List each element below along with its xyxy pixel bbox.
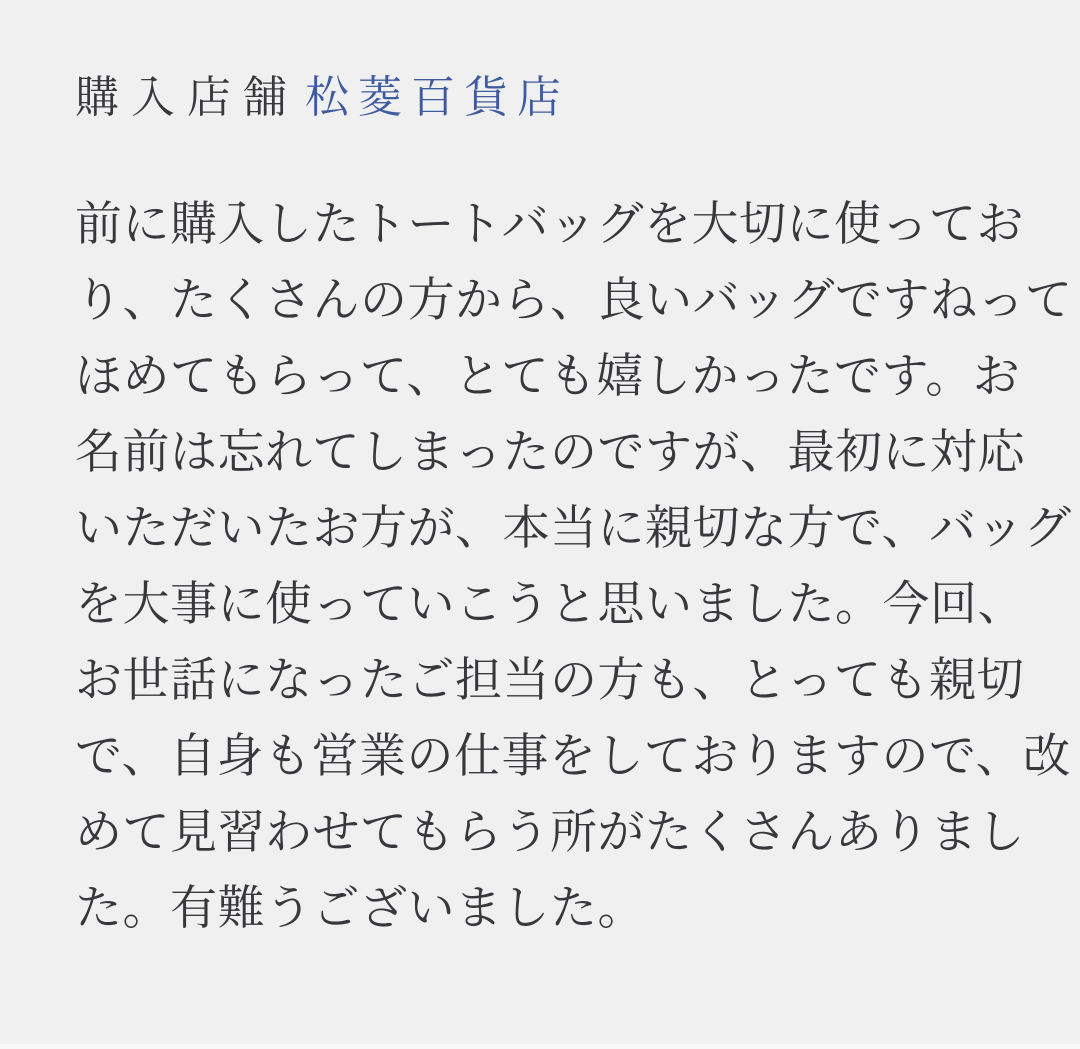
review-text-line: 名前は忘れてしまったのですが、最初に対応 xyxy=(75,425,1025,478)
review-body xyxy=(75,186,1073,946)
store-name-link[interactable]: 松菱百貨店 xyxy=(305,73,570,122)
review-text-line: 前に購入したトートバッグを大切に使ってお xyxy=(75,197,1025,250)
review-text-line: た。有難うございました。 xyxy=(75,881,645,934)
review-text-line: を大事に使っていこうと思いました。今回、 xyxy=(75,577,1025,630)
section-divider xyxy=(0,1044,1080,1049)
review-text-line: お世話になったご担当の方も、とっても親切 xyxy=(75,653,1025,706)
review-text-line: り、たくさんの方から、良いバッグですねって xyxy=(75,273,1073,326)
review-text-line: ほめてもらって、とても嬉しかったです。お xyxy=(75,349,1021,402)
purchase-store-row xyxy=(75,72,1056,124)
purchase-store-label: 購入店舗 xyxy=(75,73,299,122)
review-text-line: いただいたお方が、本当に親切な方で、バッグ xyxy=(75,501,1072,554)
review-text-line: で、自身も営業の仕事をしておりますので、改 xyxy=(75,729,1071,782)
review-text-line: めて見習わせてもらう所がたくさんありまし xyxy=(75,805,1025,858)
